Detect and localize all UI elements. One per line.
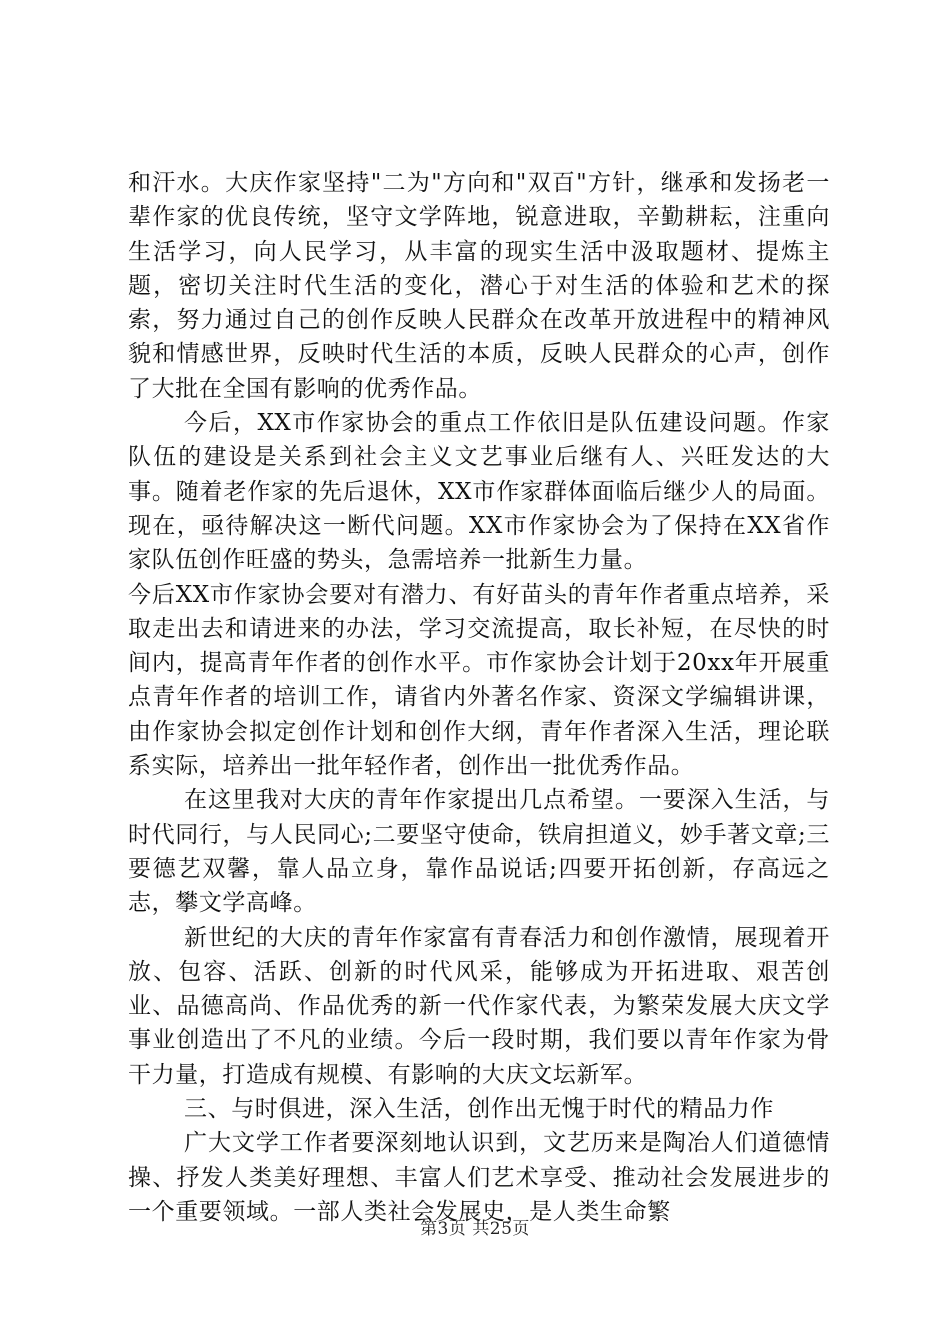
section-heading: 三、与时俱进，深入生活，创作出无愧于时代的精品力作 <box>184 1096 774 1123</box>
paragraph-hopes: 在这里我对大庆的青年作家提出几点希望。一要深入生活，与时代同行，与人民同心;二要坚守使命，铁肩担道义，妙手著文章;三要德艺双馨，靠人品立身，靠作品说话;四要开拓创新，存高远之志，攀文学高峰。 <box>128 787 830 917</box>
page-footer: 第3页 共25页 <box>420 1219 530 1239</box>
paragraph-literary-workers: 广大文学工作者要深刻地认识到，文艺历来是陶冶人们道德情操、抒发人类美好理想、丰富人们艺术享受、推动社会发展进步的一个重要领域。一部人类社会发展史，是人类生命繁 <box>128 1130 830 1225</box>
paragraph-training-plan: 今后XX市作家协会要对有潜力、有好苗头的青年作者重点培养，采取走出去和请进来的办法，学习交流提高，取长补短，在尽快的时间内，提高青年作者的创作水平。市作家协会计划于20xx年开展重点青年作者的培训工作，请省内外著名作家、资深文学编辑讲课，由作家协会拟定创作计划和创作大纲，青年作者深入生活，理论联系实际，培养出一批年轻作者，创作出一批优秀作品。 <box>128 581 830 780</box>
paragraph-young-writers: 新世纪的大庆的青年作家富有青春活力和创作激情，展现着开放、包容、活跃、创新的时代风采，能够成为开拓进取、艰苦创业、品德高尚、作品优秀的新一代作家代表，为繁荣发展大庆文学事业创造出了不凡的业绩。今后一段时期，我们要以青年作家为骨干力量，打造成有规模、有影响的大庆文坛新军。 <box>128 924 830 1088</box>
paragraph-association-work: 今后，XX市作家协会的重点工作依旧是队伍建设问题。作家队伍的建设是关系到社会主义文艺事业后继有人、兴旺发达的大事。随着老作家的先后退休，XX市作家群体面临后继少人的局面。现在，亟待解决这一断代问题。XX市作家协会为了保持在XX省作家队伍创作旺盛的势头，急需培养一批新生力量。 <box>128 410 830 574</box>
document-body <box>128 166 830 1229</box>
paragraph-continuation: 和汗水。大庆作家坚持"二为"方向和"双百"方针，继承和发扬老一辈作家的优良传统，坚守文学阵地，锐意进取，辛勤耕耘，注重向生活学习，向人民学习，从丰富的现实生活中汲取题材、提炼主题，密切关注时代生活的变化，潜心于对生活的体验和艺术的探索，努力通过自己的创作反映人民群众在改革开放进程中的精神风貌和情感世界，反映时代生活的本质，反映人民群众的心声，创作了大批在全国有影响的优秀作品。 <box>128 170 830 402</box>
